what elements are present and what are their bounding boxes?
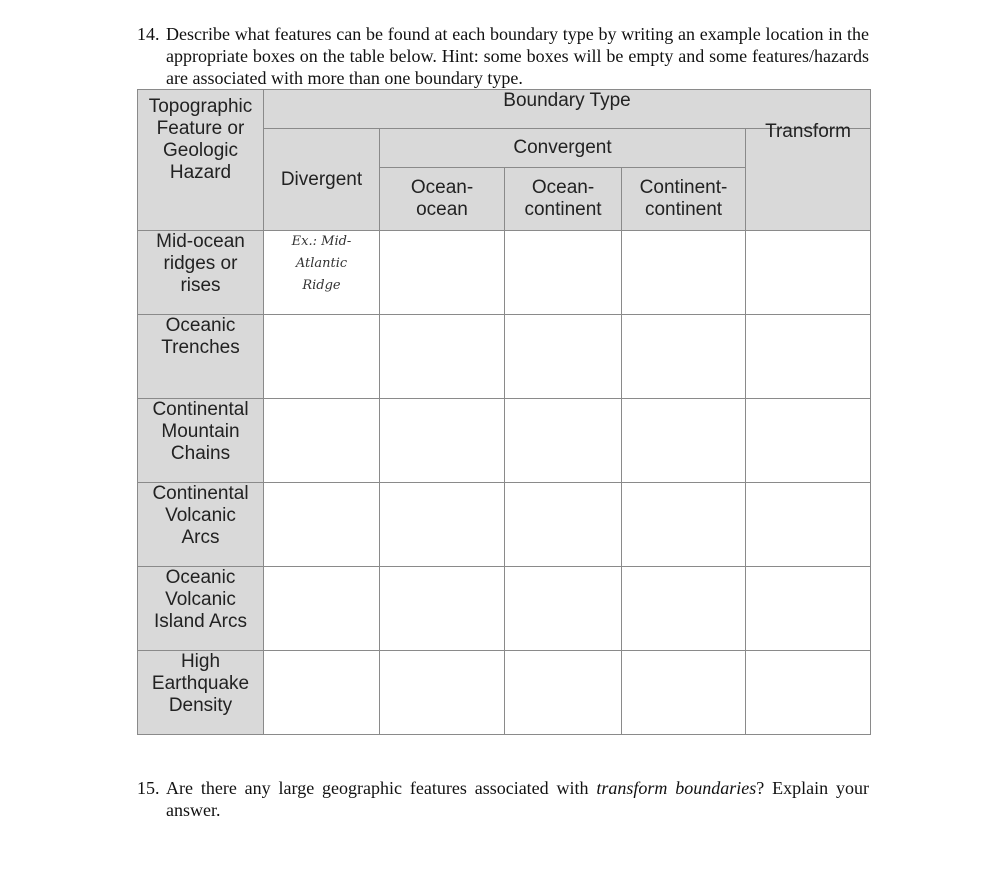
row-label: Continental Mountain Chains (152, 399, 249, 464)
convergent-header (380, 129, 746, 168)
answer-cell[interactable] (380, 651, 505, 735)
boundary-type-label: Boundary Type (503, 90, 631, 111)
table-row (138, 231, 871, 315)
answer-cell[interactable] (380, 399, 505, 483)
answer-cell[interactable] (505, 651, 622, 735)
example-answer: Ex.: Mid-Atlantic Ridge (291, 234, 352, 293)
answer-cell[interactable] (746, 399, 871, 483)
question-text-emphasis: transform boundaries (596, 778, 757, 798)
convergent-label: Convergent (513, 137, 612, 158)
row-label: High Earthquake Density (151, 651, 250, 716)
answer-cell[interactable] (622, 567, 746, 651)
answer-cell[interactable] (622, 651, 746, 735)
boundary-feature-table (137, 89, 871, 735)
ocean-ocean-label: Ocean-ocean (410, 177, 474, 220)
answer-cell[interactable] (746, 231, 871, 315)
row-label: Oceanic Trenches (161, 315, 240, 358)
answer-cell[interactable] (746, 483, 871, 567)
divergent-label: Divergent (280, 168, 363, 190)
answer-cell[interactable] (264, 483, 380, 567)
question-number: 14. (137, 24, 160, 44)
row-label: Continental Volcanic Arcs (152, 483, 249, 548)
ocean-continent-header (505, 168, 622, 231)
answer-cell[interactable] (264, 315, 380, 399)
continent-continent-header (622, 168, 746, 231)
row-label-cell (138, 651, 264, 735)
question-text (137, 777, 869, 821)
answer-cell[interactable] (380, 567, 505, 651)
answer-cell[interactable] (505, 567, 622, 651)
row-label-cell (138, 231, 264, 315)
row-label-cell (138, 483, 264, 567)
table-row (138, 483, 871, 567)
answer-cell[interactable] (746, 651, 871, 735)
row-label-cell (138, 567, 264, 651)
divergent-header (264, 129, 380, 231)
ocean-continent-label: Ocean-continent (524, 177, 602, 220)
corner-header-cell (138, 90, 264, 231)
row-label: Mid-ocean ridges or rises (156, 231, 245, 296)
table-row (138, 399, 871, 483)
answer-cell[interactable] (380, 483, 505, 567)
question-text: Describe what features can be found at each boundary type by writing an example location in the appropriate boxes on the table below. Hint: some boxes will be empty and some features/hazards are associated with more than one boundary type. (166, 24, 869, 88)
answer-cell[interactable] (622, 483, 746, 567)
row-label-cell (138, 399, 264, 483)
answer-cell[interactable] (505, 315, 622, 399)
answer-cell[interactable] (622, 231, 746, 315)
answer-cell[interactable] (505, 231, 622, 315)
answer-cell[interactable] (622, 399, 746, 483)
row-label-cell (138, 315, 264, 399)
transform-label: Transform (765, 121, 851, 142)
answer-cell[interactable] (622, 315, 746, 399)
question-14 (137, 23, 869, 89)
answer-cell[interactable] (746, 315, 871, 399)
row-label: Oceanic Volcanic Island Arcs (154, 567, 247, 632)
answer-cell[interactable] (380, 231, 505, 315)
answer-cell[interactable] (746, 567, 871, 651)
answer-cell[interactable] (380, 315, 505, 399)
question-number: 15. (137, 778, 160, 798)
continent-continent-label: Continent-continent (639, 177, 728, 220)
answer-cell[interactable] (505, 483, 622, 567)
answer-cell[interactable] (264, 231, 380, 315)
question-text-part: ? Explain your answer. (166, 778, 869, 820)
answer-cell[interactable] (264, 567, 380, 651)
ocean-ocean-header (380, 168, 505, 231)
question-text-part: Are there any large geographic features associated with (166, 778, 597, 798)
table-row (138, 567, 871, 651)
answer-cell[interactable] (505, 399, 622, 483)
question-15 (137, 777, 869, 821)
table-row (138, 651, 871, 735)
table-row (138, 315, 871, 399)
answer-cell[interactable] (264, 651, 380, 735)
answer-cell[interactable] (264, 399, 380, 483)
corner-header-text: Topographic Feature or Geologic Hazard (148, 96, 253, 183)
transform-header (746, 121, 871, 231)
